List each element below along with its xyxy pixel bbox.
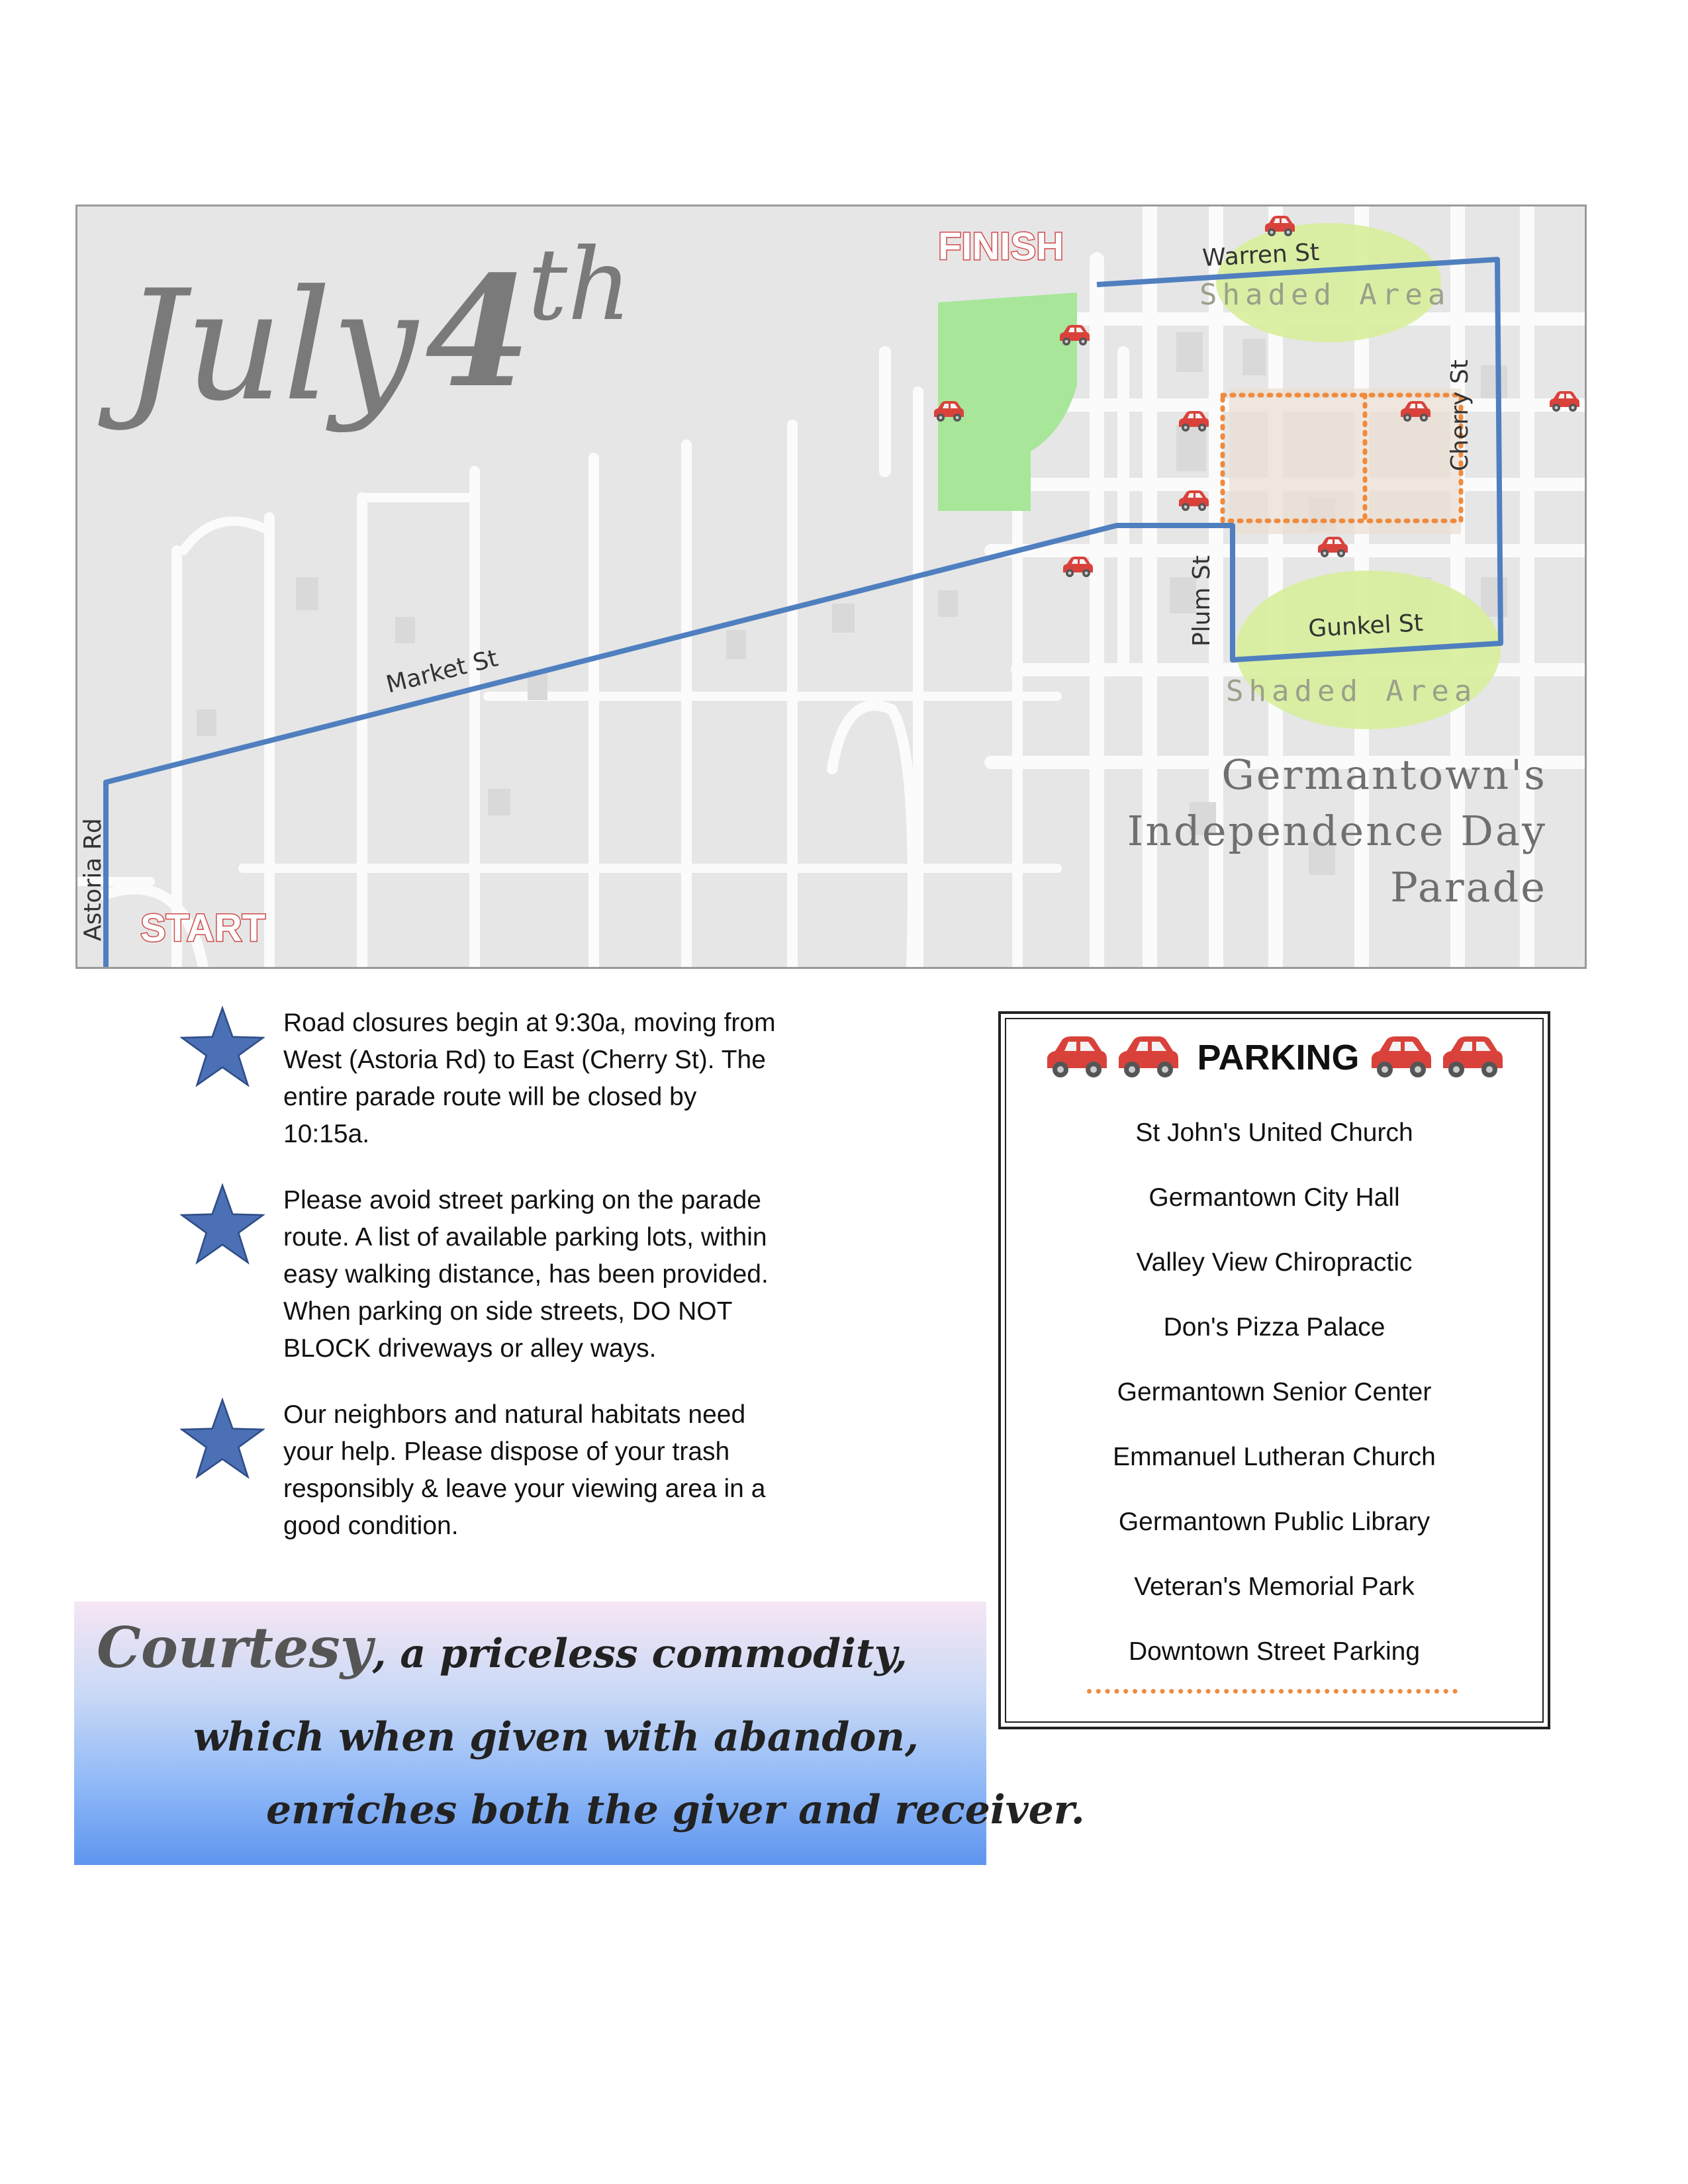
parking-list-divider xyxy=(1087,1689,1458,1694)
map-title xyxy=(98,228,632,435)
quote-lead-word: Courtesy xyxy=(97,1615,373,1680)
quote-line-1-rest: , a priceless commodity, xyxy=(372,1631,908,1677)
shaded-area-label-north: Shaded Area xyxy=(1199,278,1451,312)
car-icon xyxy=(1113,1031,1182,1084)
street-label-plum: Plum St xyxy=(1188,555,1215,647)
parking-box xyxy=(998,1011,1550,1729)
parade-route-map xyxy=(75,205,1587,969)
title-suffix: th xyxy=(528,228,632,343)
parking-lot-item: Don's Pizza Palace xyxy=(1163,1313,1385,1342)
parking-lot-item: St John's United Church xyxy=(1135,1118,1413,1147)
street-label-market: Market St xyxy=(383,645,501,699)
quote-line-3: enriches both the giver and receiver. xyxy=(266,1787,1085,1833)
star-icon xyxy=(180,1006,265,1088)
parade-title-line-3: Parade xyxy=(1390,863,1547,911)
shaded-area-label-south: Shaded Area xyxy=(1226,674,1477,708)
car-icon xyxy=(1042,1031,1111,1084)
star-icon xyxy=(180,1398,265,1480)
parking-title: PARKING xyxy=(1197,1038,1360,1077)
street-label-warren: Warren St xyxy=(1201,238,1321,272)
parking-lot-item: Valley View Chiropractic xyxy=(1136,1248,1413,1277)
parking-lot-item: Downtown Street Parking xyxy=(1128,1637,1421,1666)
quote-line-2: which when given with abandon, xyxy=(193,1714,919,1760)
parade-title xyxy=(1127,751,1547,911)
street-label-cherry: Cherry St xyxy=(1446,359,1474,471)
parade-notes xyxy=(179,1005,788,1574)
star-icon xyxy=(180,1183,265,1265)
street-label-astoria: Astoria Rd xyxy=(79,818,107,941)
parade-title-line-1: Germantown's xyxy=(1221,751,1547,799)
title-day: 4 xyxy=(425,243,532,422)
parking-lot-item: Germantown Public Library xyxy=(1118,1508,1430,1536)
note-parking xyxy=(179,1182,788,1367)
parking-lot-item: Emmanuel Lutheran Church xyxy=(1113,1443,1436,1471)
title-month: July xyxy=(124,258,418,435)
parking-header xyxy=(1001,1031,1548,1091)
car-icon xyxy=(1366,1031,1435,1084)
parade-title-line-2: Independence Day xyxy=(1127,807,1547,855)
car-icon xyxy=(1438,1031,1507,1084)
note-text: Road closures begin at 9:30a, moving from West (Astoria Rd) to East (Cherry St). The entire parade route will be closed by 10:15a. xyxy=(283,1009,776,1148)
parking-lot-item: Veteran's Memorial Park xyxy=(1134,1572,1415,1601)
start-label: START xyxy=(140,907,266,950)
parking-lot-list xyxy=(1001,1118,1548,1702)
street-label-gunkel: Gunkel St xyxy=(1307,609,1424,643)
note-text: Our neighbors and natural habitats need your help. Please dispose of your trash responsibly & leave your viewing area in a good condition. xyxy=(283,1400,766,1540)
courtesy-quote-banner xyxy=(74,1602,1085,1865)
quote-line-1 xyxy=(97,1615,908,1680)
parking-lot-item: Germantown Senior Center xyxy=(1117,1378,1432,1406)
finish-label: FINISH xyxy=(938,225,1064,268)
note-trash xyxy=(179,1396,788,1545)
note-road-closures xyxy=(179,1005,788,1153)
note-text: Please avoid street parking on the parade route. A list of available parking lots, within easy walking distance, has been provided. When parking on side streets, DO NOT BLOCK driveways or alley ways. xyxy=(283,1186,769,1363)
parking-lot-item: Germantown City Hall xyxy=(1149,1183,1400,1212)
